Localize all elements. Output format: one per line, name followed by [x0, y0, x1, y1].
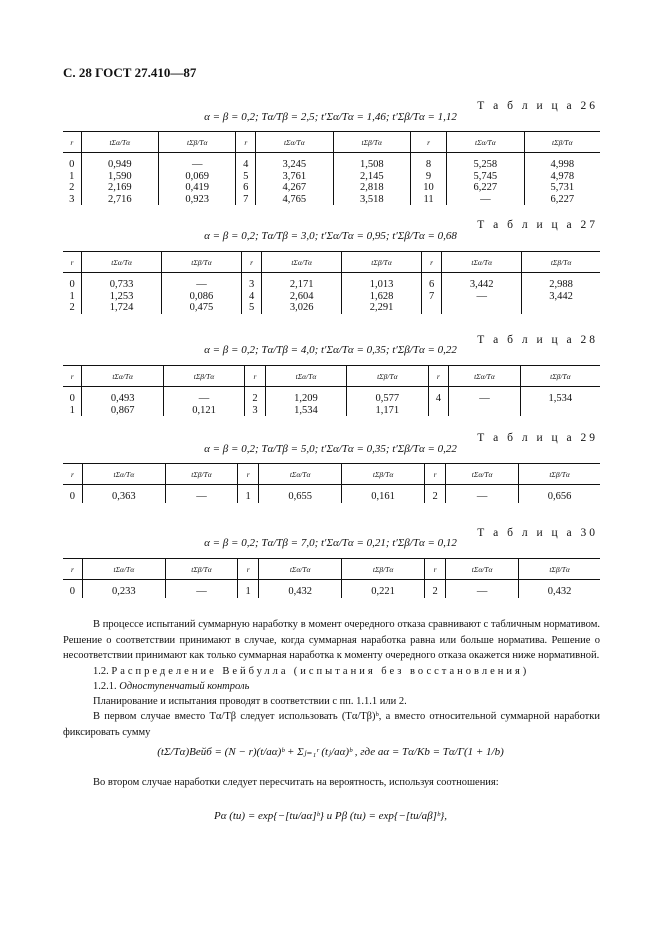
table-cell: 2 [69, 182, 75, 193]
column-header: tΣα/Tα [259, 559, 342, 580]
table-cell: 4,978 [524, 171, 600, 183]
column-header: r [425, 559, 446, 580]
column-header: r [63, 464, 82, 485]
table-parameters: α = β = 0,2; Tα/Tβ = 5,0; t′Σα/Tα = 0,35; t′Σβ/Tα = 0,22 [204, 443, 457, 455]
table-cell: 1,013 [342, 273, 422, 291]
column-header: r [428, 366, 449, 387]
table-cell: 1,209 [265, 387, 346, 405]
table-cell: 2 [425, 485, 446, 503]
table-cell: 1 [69, 290, 75, 302]
column-header: tΣα/Tα [256, 132, 333, 153]
table-cell: 6,227 [447, 182, 524, 194]
table-cell: — [447, 194, 524, 206]
column-header: tΣβ/Tα [159, 132, 236, 153]
column-header: tΣβ/Tα [520, 366, 600, 387]
table-parameters: α = β = 0,2; Tα/Tβ = 4,0; t′Σα/Tα = 0,35; t′Σβ/Tα = 0,22 [204, 344, 457, 356]
table-caption: Т а б л и ц а 29 [477, 432, 598, 444]
table-cell: — [446, 485, 519, 503]
table-cell: 0,221 [342, 580, 425, 598]
column-header: r [238, 559, 259, 580]
paragraph-planning-text: Планирование и испытания проводят в соответствии с пп. 1.1.1 или 2. [93, 696, 407, 707]
column-header: tΣα/Tα [446, 559, 519, 580]
column-header: tΣβ/Tα [333, 132, 410, 153]
table-cell: 2,604 [262, 291, 342, 303]
paragraph-planning [63, 694, 600, 710]
paragraph-comparison-text: В процессе испытаний суммарную наработку в момент очередного отказа сравнивают с табличным нормативом. Решение о соответствии принимают в случае, когда суммарная наработка равна или больше норматива. Решение о несоответствии принимают как только суммарная наработка к моменту очередного отказа окажется ниже нормативной. [63, 619, 600, 661]
table-cell: 4,267 [256, 182, 333, 194]
column-header: tΣα/Tα [82, 252, 162, 273]
table-cell: 1 [238, 580, 259, 598]
table-row [63, 273, 600, 291]
table-cell: 6 [421, 273, 441, 291]
column-header: tΣα/Tα [81, 132, 158, 153]
table-cell: 1,253 [82, 291, 162, 303]
column-header: tΣβ/Tα [524, 132, 600, 153]
table-caption: Т а б л и ц а 28 [477, 334, 598, 346]
table-cell: 2,988 [522, 273, 600, 291]
table-cell: 0,655 [259, 485, 342, 503]
table-row [63, 291, 600, 303]
table-header-row [63, 559, 600, 580]
column-header: tΣβ/Tα [165, 464, 237, 485]
table-cell: 5 [236, 171, 256, 183]
table-header-row [63, 366, 600, 387]
table-cell: 1,590 [81, 171, 158, 183]
paragraph-comparison [63, 617, 600, 664]
table-cell: 4,765 [256, 194, 333, 206]
section-1-2-1-heading [63, 679, 600, 695]
table-cell: 9 [410, 171, 446, 183]
table-cell: — [446, 580, 519, 598]
table-header-row [63, 464, 600, 485]
table-cell: 3,442 [522, 291, 600, 303]
table-cell: 0 [69, 491, 76, 502]
table-cell: 4 [428, 387, 449, 405]
column-header: tΣβ/Tα [342, 464, 425, 485]
table-cell: 2,818 [333, 182, 410, 194]
column-header: tΣβ/Tα [163, 366, 244, 387]
table-cell: 3 [69, 193, 75, 205]
table-cell: 10 [410, 182, 446, 194]
table-cell: 3,761 [256, 171, 333, 183]
data-table [63, 131, 600, 205]
column-header: tΣβ/Tα [522, 252, 600, 273]
table-cell: 3 [245, 405, 266, 417]
table-row [63, 387, 600, 405]
table-row [63, 302, 600, 314]
column-header: tΣβ/Tα [347, 366, 428, 387]
table-cell: 1,508 [333, 153, 410, 171]
data-table [63, 558, 600, 598]
table-cell: — [165, 580, 237, 598]
section-1-2-number: 1.2. [93, 666, 109, 677]
section-1-2-title: Распределение Вейбулла [111, 666, 289, 677]
table-cell: 5,258 [447, 153, 524, 171]
table-parameters: α = β = 0,2; Tα/Tβ = 7,0; t′Σα/Tα = 0,21; t′Σβ/Tα = 0,12 [204, 537, 457, 549]
section-1-2-heading [63, 664, 600, 680]
table-cell: — [159, 153, 236, 171]
table-row [63, 194, 600, 206]
column-header: r [241, 252, 261, 273]
column-header: r [410, 132, 446, 153]
table-cell: 2 [69, 302, 75, 313]
table-caption: Т а б л и ц а 26 [477, 100, 598, 112]
table-cell: 6,227 [524, 194, 600, 206]
column-header: tΣα/Tα [442, 252, 522, 273]
table-caption: Т а б л и ц а 27 [477, 219, 598, 231]
column-header: r [63, 366, 82, 387]
table-row [63, 405, 600, 417]
column-header: r [238, 464, 259, 485]
column-header: r [425, 464, 446, 485]
data-table [63, 365, 600, 416]
formula-weibull-sum: (tΣ/Tα)Вейб = (N − r)(t/aα)ᵇ + Σⱼ₌₁ʳ (tⱼ/aα)ᵇ , где aα = Tα/Kb = Tα/Γ(1 + 1/b) [157, 746, 504, 758]
table-row [63, 171, 600, 183]
table-row [63, 485, 600, 503]
table-cell: 3,442 [442, 273, 522, 291]
table-cell: 3 [241, 273, 261, 291]
section-1-2-1-title: Одноступенчатый контроль [119, 681, 250, 692]
column-header: tΣβ/Tα [342, 252, 422, 273]
table-cell: 5,731 [524, 182, 600, 194]
table-header-row [63, 252, 600, 273]
table-cell [428, 405, 449, 417]
data-table [63, 463, 600, 503]
table-cell: 0,867 [82, 405, 163, 417]
column-header: r [245, 366, 266, 387]
table-header-row [63, 132, 600, 153]
table-cell: 3,518 [333, 194, 410, 206]
table-cell: 1,171 [347, 405, 428, 417]
formula-probability: Pα (tи) = exp{−[tи/aα]ᵇ} и Pβ (tи) = exp{−[tи/aβ]ᵇ}, [213, 810, 448, 822]
table-cell: 2,171 [262, 273, 342, 291]
table-cell: 6 [236, 182, 256, 194]
table-cell: 0 [69, 586, 76, 597]
column-header: tΣα/Tα [449, 366, 521, 387]
paragraph-first-case-text: В первом случае вместо Tα/Tβ следует использовать (Tα/Tβ)ᵇ, а вместо относительной суммарной наработки фиксировать сумму [63, 711, 600, 738]
column-header: tΣβ/Tα [342, 559, 425, 580]
table-cell [421, 302, 441, 314]
table-cell: 5 [241, 302, 261, 314]
table-cell: 0,161 [342, 485, 425, 503]
table-cell: 2,145 [333, 171, 410, 183]
table-cell: 0 [69, 279, 75, 290]
table-cell: — [449, 387, 521, 405]
table-cell: 4,998 [524, 153, 600, 171]
table-cell: 3,245 [256, 153, 333, 171]
table-cell: 0,432 [259, 580, 342, 598]
column-header: tΣα/Tα [82, 559, 165, 580]
table-parameters: α = β = 0,2; Tα/Tβ = 3,0; t′Σα/Tα = 0,95; t′Σβ/Tα = 0,68 [204, 230, 457, 242]
table-parameters: α = β = 0,2; Tα/Tβ = 2,5; t′Σα/Tα = 1,46; t′Σβ/Tα = 1,12 [204, 111, 457, 123]
table-cell: — [442, 291, 522, 303]
table-cell: 2 [245, 387, 266, 405]
table-cell: 2,169 [81, 182, 158, 194]
table-cell: 3,026 [262, 302, 342, 314]
table-cell: 0,733 [82, 273, 162, 291]
table-cell: — [165, 485, 237, 503]
table-cell: 1 [69, 404, 75, 416]
column-header: tΣβ/Tα [165, 559, 237, 580]
table-caption: Т а б л и ц а 30 [477, 527, 598, 539]
table-cell: 0 [69, 393, 75, 404]
table-cell: 11 [410, 194, 446, 206]
table-cell: 2 [425, 580, 446, 598]
table-cell: 1,724 [82, 302, 162, 314]
table-row [63, 580, 600, 598]
column-header: r [63, 559, 82, 580]
table-cell: 5,745 [447, 171, 524, 183]
table-row [63, 153, 600, 171]
column-header: tΣα/Tα [262, 252, 342, 273]
table-row [63, 182, 600, 194]
table-cell: 7 [236, 194, 256, 206]
column-header: r [236, 132, 256, 153]
table-cell: — [162, 273, 242, 291]
table-cell: — [163, 387, 244, 405]
table-cell: 1,534 [520, 387, 600, 405]
column-header: tΣα/Tα [82, 366, 163, 387]
table-cell: 0,419 [159, 182, 236, 194]
column-header: tΣα/Tα [265, 366, 346, 387]
table-cell: 0,475 [162, 302, 242, 314]
table-cell [449, 405, 521, 417]
table-cell: 0,121 [163, 405, 244, 417]
table-cell: 0,233 [82, 580, 165, 598]
paragraph-second-case-text: Во втором случае наработки следует пересчитать на вероятность, используя соотношения: [93, 777, 499, 788]
table-cell: 0,069 [159, 171, 236, 183]
page-header: С. 28 ГОСТ 27.410—87 [63, 65, 197, 80]
table-cell: 1 [238, 485, 259, 503]
section-1-2-subtitle: (испытания без восстановления) [293, 666, 530, 677]
section-1-2-1-number: 1.2.1. [93, 681, 117, 692]
column-header: tΣα/Tα [447, 132, 524, 153]
table-cell: 0,949 [81, 153, 158, 171]
table-cell: 7 [421, 291, 441, 303]
data-table [63, 251, 600, 314]
paragraph-first-case [63, 709, 600, 740]
paragraph-second-case [63, 775, 600, 791]
table-cell: 4 [236, 153, 256, 171]
table-cell: 0,923 [159, 194, 236, 206]
table-cell: 0,656 [519, 485, 600, 503]
column-header: r [421, 252, 441, 273]
table-cell: 0,432 [519, 580, 600, 598]
table-cell: 1,628 [342, 291, 422, 303]
column-header: tΣβ/Tα [519, 559, 600, 580]
table-cell: 0,086 [162, 291, 242, 303]
table-cell: 0,577 [347, 387, 428, 405]
table-cell: 1,534 [265, 405, 346, 417]
column-header: tΣβ/Tα [162, 252, 242, 273]
table-cell: 8 [410, 153, 446, 171]
table-cell: 0,363 [82, 485, 165, 503]
table-cell: 1 [69, 170, 75, 182]
column-header: tΣα/Tα [82, 464, 165, 485]
column-header: r [63, 132, 81, 153]
table-cell [520, 405, 600, 417]
table-cell: 0 [69, 159, 75, 170]
column-header: tΣβ/Tα [519, 464, 600, 485]
column-header: tΣα/Tα [259, 464, 342, 485]
table-cell: 0,493 [82, 387, 163, 405]
table-cell: 2,716 [81, 194, 158, 206]
table-cell [442, 302, 522, 314]
table-cell: 2,291 [342, 302, 422, 314]
column-header: r [63, 252, 82, 273]
table-cell: 4 [241, 291, 261, 303]
column-header: tΣα/Tα [446, 464, 519, 485]
table-cell [522, 302, 600, 314]
